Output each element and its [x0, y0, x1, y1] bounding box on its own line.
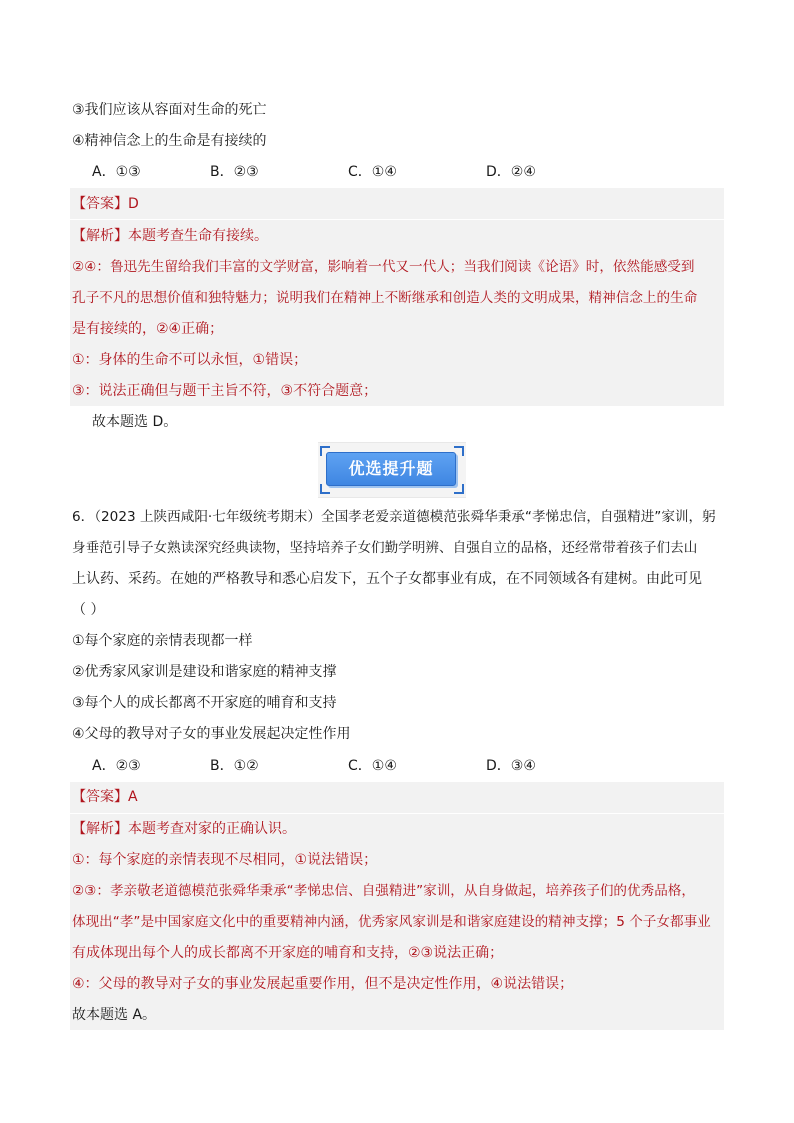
q5-analysis-line: ③：说法正确但与题干主旨不符，③不符合题意；	[72, 383, 378, 399]
q6-item-1: ①每个家庭的亲情表现都一样	[72, 633, 253, 649]
q5-option-d: D．②④	[486, 164, 536, 180]
q6-analysis-line: ②③：孝亲敬老道德模范张舜华秉承“孝悌忠信、自强精进”家训，从自身做起，培养孩子们的优秀品格，	[72, 883, 695, 899]
q6-stem-line: 上认药、采药。在她的严格教导和悉心启发下，五个子女都事业有成，在不同领域各有建树。由此可见	[72, 571, 702, 587]
q5-analysis-line: ②④：鲁迅先生留给我们丰富的文学财富，影响着一代又一代人；当我们阅读《论语》时，依然能感受到	[72, 259, 695, 275]
q6-answer-bg	[70, 782, 724, 813]
q5-analysis-line: ①：身体的生命不可以永恒，①错误；	[72, 352, 308, 368]
banner-label: 优选提升题	[326, 452, 456, 486]
q6-option-c: C．①④	[348, 758, 397, 774]
q6-conclusion: 故本题选 A。	[72, 1007, 157, 1023]
q6-answer-blank: （ ）	[72, 602, 105, 618]
q6-analysis-line: 体现出“孝”是中国家庭文化中的重要精神内涵，优秀家风家训是和谐家庭建设的精神支撑；5 个子女都事业	[72, 914, 711, 930]
corner-decoration	[454, 446, 464, 456]
q5-option-c: C．①④	[348, 164, 397, 180]
corner-decoration	[454, 484, 464, 494]
q6-option-d: D．③④	[486, 758, 536, 774]
q5-analysis-title: 【解析】本题考查生命有接续。	[72, 228, 268, 244]
q5-option-a: A．①③	[92, 164, 141, 180]
q6-item-3: ③每个人的成长都离不开家庭的哺育和支持	[72, 695, 337, 711]
corner-decoration	[320, 484, 330, 494]
q6-analysis-line: ①：每个家庭的亲情表现不尽相同，①说法错误；	[72, 852, 378, 868]
q5-answer-bg	[70, 188, 724, 219]
q5-conclusion: 故本题选 D。	[92, 414, 178, 430]
q6-stem-line: 身垂范引导子女熟读深究经典读物，坚持培养子女们勤学明辨、自强自立的品格，还经常带着孩子们去山	[72, 540, 698, 556]
q5-item-4: ④精神信念上的生命是有接续的	[72, 133, 267, 149]
q6-item-4: ④父母的教导对子女的事业发展起决定性作用	[72, 726, 351, 742]
section-banner	[318, 442, 466, 498]
corner-decoration	[320, 446, 330, 456]
q6-analysis-title: 【解析】本题考查对家的正确认识。	[72, 821, 296, 837]
q5-answer: 【答案】D	[72, 196, 139, 212]
q5-analysis-bg	[70, 220, 724, 406]
q5-option-b: B．②③	[210, 164, 259, 180]
q6-option-b: B．①②	[210, 758, 259, 774]
q6-option-a: A．②③	[92, 758, 141, 774]
q6-answer: 【答案】A	[72, 789, 138, 805]
q5-analysis-line: 是有接续的，②④正确；	[72, 321, 224, 337]
q6-item-2: ②优秀家风家训是建设和谐家庭的精神支撑	[72, 664, 337, 680]
q6-stem-line: 6．（2023 上陕西咸阳·七年级统考期末）全国孝老爱亲道德模范张舜华秉承“孝悌忠信，自强精进”家训，躬	[72, 509, 716, 525]
q6-analysis-line: ④：父母的教导对子女的事业发展起重要作用，但不是决定性作用，④说法错误；	[72, 976, 574, 992]
q5-item-3: ③我们应该从容面对生命的死亡	[72, 102, 267, 118]
q5-analysis-line: 孔子不凡的思想价值和独特魅力；说明我们在精神上不断继承和创造人类的文明成果，精神信念上的生命	[72, 290, 698, 306]
q6-analysis-line: 有成体现出每个人的成长都离不开家庭的哺育和支持，②③说法正确；	[72, 945, 504, 961]
